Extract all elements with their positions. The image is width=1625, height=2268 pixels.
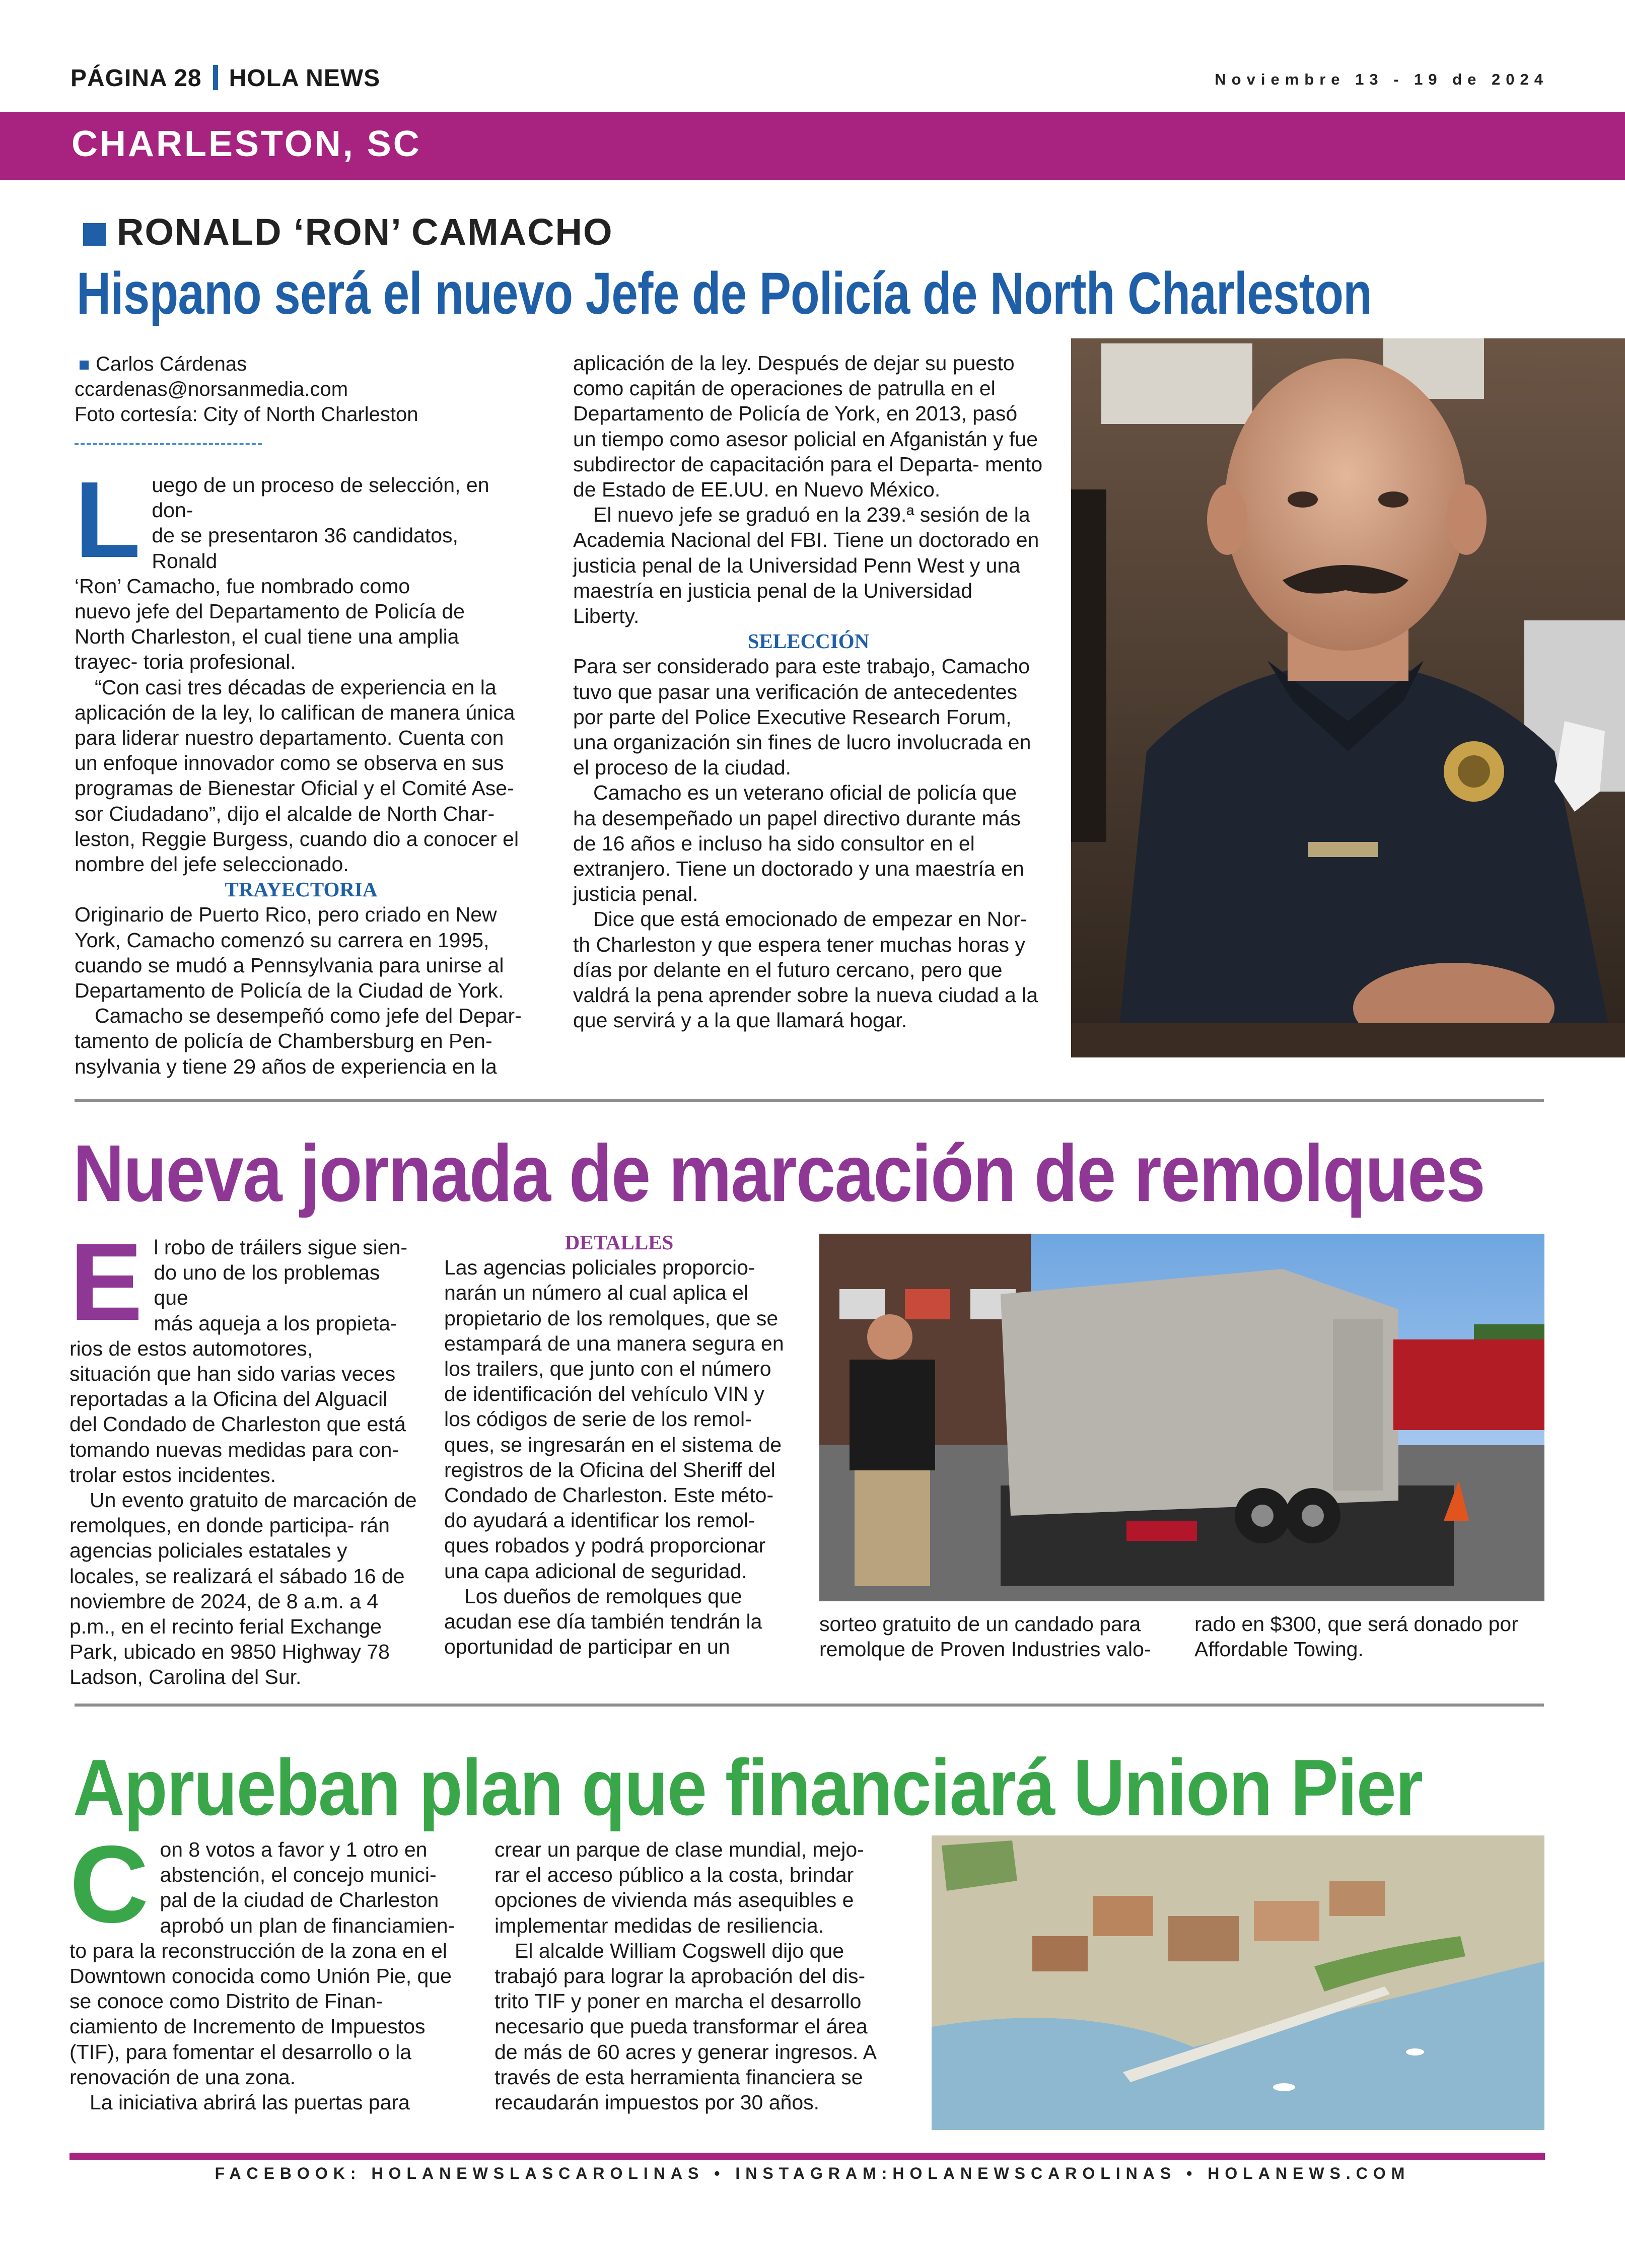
story3-paragraph: to para la reconstrucción de la zona en el Downtown conocida como Unión Pie, que se conoce como Distrito de Finan- ciamiento de Incremento de Impuestos (TIF), para fomentar el desarrollo o la renovación de una zona. (69, 1939, 452, 2089)
story3-column-1 (69, 1823, 467, 2115)
story1-byline (75, 351, 418, 427)
story1-lead-line: nuevo jefe del Departamento de Policía de (75, 600, 465, 623)
story2-lead-line: rios de estos automotores, (69, 1336, 313, 1360)
story3-lead-line: on 8 votos a favor y 1 otro en (160, 1838, 428, 1861)
story1-paragraph: Camacho se desempeñó como jefe del Depar- tamento de policía de Chambersburg en Pen- nsylvania y tiene 29 años de experiencia en la (75, 1004, 522, 1078)
story3-headline: Aprueban plan que financiará Union Pier (73, 1743, 1423, 1832)
union-pier-rendering (932, 1835, 1544, 2130)
byline-divider (75, 443, 262, 445)
story3-lead-line: abstención, el concejo munici- (160, 1863, 437, 1887)
story1-paragraph: Camacho es un veterano oficial de policía que ha desempeñado un papel directivo durante más de 16 años e incluso ha sido consultor en el extranjero. Tiene un doctorado y una maestría en justicia penal. (573, 781, 1024, 906)
story2-column-4: rado en $300, que será donado por Affordable Towing. (1194, 1612, 1518, 1661)
story2-paragraph: Los dueños de remolques que acudan ese día también tendrán la oportunidad de participar en un (444, 1584, 762, 1659)
story2-dropcap: E (69, 1221, 143, 1343)
story1-column-2 (573, 350, 1044, 1033)
story2-paragraph: Un evento gratuito de marcación de remolques, en donde participa- rán agencias policiales estatales y locales, se realizará el sábado 16 de noviembre de 2024, de 8 a.m. a 4 p.m., en el recinto ferial Exchange Park, ubicado en 9850 Highway 78 Ladson, Carolina del Sur. (69, 1489, 417, 1689)
story1-lead-line: uego de un proceso de selección, en don- (152, 473, 489, 522)
byline-author: Carlos Cárdenas (96, 353, 247, 375)
story1-kicker: RONALD ‘RON’ CAMACHO (117, 211, 613, 253)
story2-lead-line: más aqueja a los propieta- (154, 1311, 397, 1335)
photo-credit: Foto cortesía: City of North Charleston (75, 403, 418, 426)
story1-paragraph: North Charleston, el cual tiene una amplia trayec- toria profesional. (75, 625, 459, 674)
section-divider (75, 1704, 1544, 1707)
story1-paragraph: Para ser considerado para este trabajo, Camacho tuvo que pasar una verificación de antecedentes por parte del Police Executive Research Forum, una organización sin fines de lucro involucrada en el proceso de la ciudad. (573, 655, 1031, 779)
story3-paragraph: La iniciativa abrirá las puertas para (90, 2091, 410, 2114)
story3-lead-line: aprobó un plan de financiamien- (160, 1913, 455, 1937)
byline-square-icon (80, 361, 89, 370)
footer-rule (69, 2153, 1545, 2160)
section-title: CHARLESTON, SC (72, 124, 421, 164)
story2-column-3: sorteo gratuito de un candado para remolque de Proven Industries valo- (819, 1612, 1151, 1661)
kicker-square-icon (83, 223, 106, 246)
story1-column-1 (75, 459, 528, 1079)
story3-dropcap: C (69, 1823, 149, 1946)
story2-subhead-detalles: DETALLES (564, 1231, 674, 1254)
story1-paragraph: Dice que está emocionado de empezar en Nor- th Charleston y que espera tener muchas horas y días por delante en el futuro cercano, pero que valdrá la pena aprender sobre la nueva ciudad a la que servirá y a la que llamará hogar. (573, 907, 1038, 1032)
story1-paragraph: El nuevo jefe se graduó en la 239.ª sesión de la Academia Nacional del FBI. Tiene un doctorado en justicia penal de la Universidad Penn West y una maestría en justicia penal de la Universidad Liberty. (573, 503, 1039, 628)
page-header (70, 64, 380, 92)
story1-lead-line: ‘Ron’ Camacho, fue nombrado como (75, 574, 410, 598)
story1-paragraph: Originario de Puerto Rico, pero criado en New York, Camacho comenzó su carrera en 1995, cuando se mudó a Pennsylvania para unirse al Departamento de Policía de la Ciudad de York. (75, 903, 504, 1003)
story1-dropcap: L (75, 459, 141, 580)
story3-paragraph: El alcalde William Cogswell dijo que trabajó para lograr la aprobación del dis- trito TIF y poner en marcha el desarrollo necesario que pueda transformar el área de más de 60 acres y generar ingresos. A través de esta herramienta financiera se recaudarán impuestos por 30 años. (494, 1939, 876, 2114)
story3-paragraph: crear un parque de clase mundial, mejo- rar el acceso público a la costa, brindar opciones de vivienda más asequibles e implementar medidas de resiliencia. (494, 1838, 864, 1937)
issue-date: Noviembre 13 - 19 de 2024 (1215, 70, 1548, 88)
story2-column-2 (444, 1230, 794, 1659)
header-separator (213, 65, 218, 90)
story2-column-1 (69, 1221, 417, 1690)
story1-subhead-seleccion: SELECCIÓN (747, 629, 870, 653)
story3-column-2 (494, 1837, 892, 2115)
byline-email: ccardenas@norsanmedia.com (75, 378, 348, 400)
story1-headline: Hispano será el nuevo Jefe de Policía de North Charleston (77, 260, 1372, 327)
story2-headline: Nueva jornada de marcación de remolques (73, 1128, 1485, 1218)
story2-lead-line: l robo de tráilers sigue sien- (154, 1236, 408, 1259)
publication-name: HOLA NEWS (229, 65, 381, 92)
story1-paragraph: “Con casi tres décadas de experiencia en la aplicación de la ley, lo califican de manera única para liderar nuestro departamento. Cuenta con un enfoque innovador como se observa en sus programas de Bienestar Oficial y el Comité Ase- sor Ciudadano”, dijo el alcalde de North Char- leston, Reggie Burgess, cuando dio a conocer el nombre del jefe seleccionado. (75, 675, 519, 876)
section-divider (75, 1099, 1544, 1102)
story2-paragraph: situación que han sido varias veces reportadas a la Oficina del Alguacil del Condado de Charleston que está tomando nuevas medidas para con- trolar estos incidentes. (69, 1362, 406, 1486)
story1-lead-line: de se presentaron 36 candidatos, Ronald (152, 524, 458, 573)
footer-social: FACEBOOK: HOLANEWSLASCAROLINAS • INSTAGRAM:HOLANEWSCAROLINAS • HOLANEWS.COM (215, 2164, 1410, 2182)
story1-paragraph: aplicación de la ley. Después de dejar su puesto como capitán de operaciones de patrulla en el Departamento de Policía de York, en 2013, pasó un tiempo como asesor policial en Afganistán y fue subdirector de capacitación para el Departa- mento de Estado de EE.UU. en Nuevo México. (573, 351, 1043, 502)
trailer-event-photo (819, 1234, 1544, 1601)
story2-paragraph: Las agencias policiales proporcio- narán un número al cual aplica el propietario de los remolques, que se estampará de una manera segura en los trailers, que junto con el número de identificación del vehículo VIN y los códigos de serie de los remol- ques, se ingresarán en el sistema de registros de la Oficina del Sheriff del Condado de Charleston. Este méto- do ayudará a identificar los remol- ques robados y podrá proporcionar una capa adicional de seguridad. (444, 1256, 784, 1583)
story1-subhead-trayectoria: TRAYECTORIA (225, 878, 378, 901)
story2-lead-line: do uno de los problemas que (154, 1261, 380, 1310)
police-chief-photo (1071, 338, 1625, 1057)
page-number: PÁGINA 28 (70, 65, 202, 92)
story3-lead-line: pal de la ciudad de Charleston (160, 1888, 439, 1912)
